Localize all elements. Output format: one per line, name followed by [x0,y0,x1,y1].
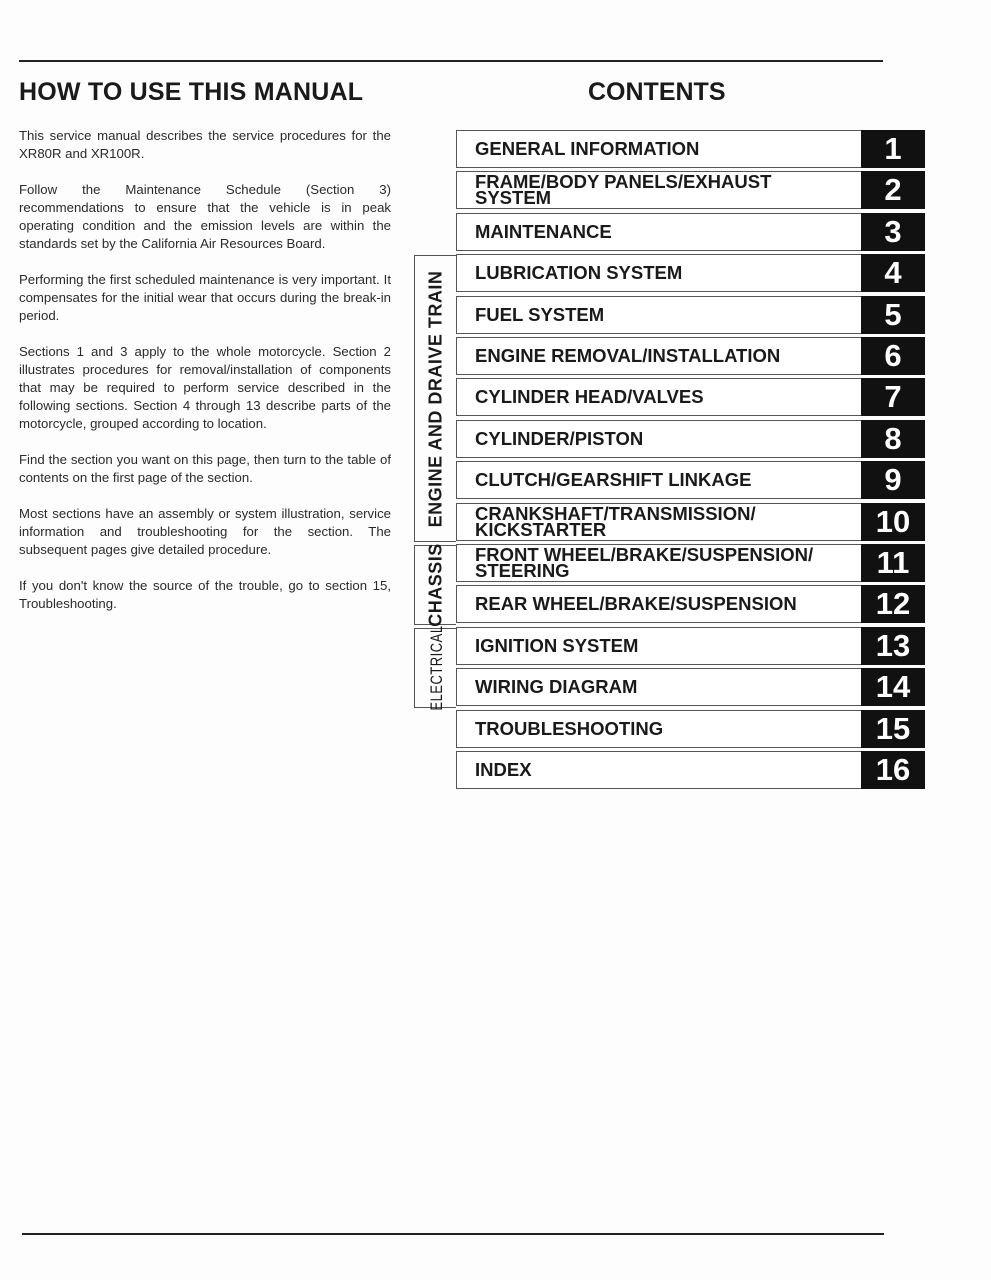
group-label: ENGINE AND DRAIVE TRAIN [425,270,445,527]
paragraph: Sections 1 and 3 apply to the whole motorcycle. Section 2 illustrates procedures for removal/installation of components that may be required to perform service described in the following sections. Section 4 through 13 describe parts of the motorcycle, grouped according to location. [19,344,391,431]
section-row-2[interactable] [456,171,926,209]
paragraph: Find the section you want on this page, then turn to the table of contents on the first page of the section. [19,452,391,485]
section-number-tab: 6 [861,337,925,375]
section-label: IGNITION SYSTEM [475,634,639,656]
section-number-tab: 15 [861,710,925,748]
group-label: CHASSIS [425,543,445,627]
section-number-tab: 14 [861,668,925,706]
section-row-11[interactable] [456,544,926,582]
section-label: LUBRICATION SYSTEM [475,262,683,284]
how-to-use-heading: HOW TO USE THIS MANUAL [19,78,364,106]
section-row-7[interactable] [456,378,926,416]
bottom-rule [22,1233,884,1235]
section-row-1[interactable] [456,130,926,168]
section-number-tab: 7 [861,378,925,416]
section-number-tab: 4 [861,254,925,292]
section-number-tab: 9 [861,461,925,499]
section-row-8[interactable] [456,420,926,458]
section-label: FUEL SYSTEM [475,303,605,325]
section-row-6[interactable] [456,337,926,375]
section-number-tab: 2 [861,171,925,209]
section-number-tab: 8 [861,420,925,458]
group-electrical [414,625,456,711]
section-row-4[interactable] [456,254,926,292]
section-label: ENGINE REMOVAL/INSTALLATION [475,345,781,366]
top-rule [19,60,883,62]
section-number-tab: 13 [861,627,925,665]
section-row-14[interactable] [456,668,926,706]
section-label: FRAME/BODY PANELS/EXHAUST SYSTEM [475,171,772,209]
section-label: INDEX [475,759,532,780]
section-number-tab: 3 [861,213,925,251]
section-label: CRANKSHAFT/TRANSMISSION/ KICKSTARTER [475,502,756,540]
section-row-16[interactable] [456,751,926,789]
section-label: GENERAL INFORMATION [475,138,700,159]
section-number-tab: 10 [861,503,925,541]
section-number-tab: 16 [861,751,925,789]
section-row-13[interactable] [456,627,926,665]
paragraph: Most sections have an assembly or system illustration, service information and troubleshooting for the section. The subsequent pages give detailed procedure. [19,506,391,557]
group-label: ELECTRICAL [425,625,446,711]
section-number-tab: 11 [861,544,925,582]
intro-text [19,127,391,631]
section-label: TROUBLESHOOTING [475,717,664,739]
section-label: CLUTCH/GEARSHIFT LINKAGE [475,469,752,491]
group-engine-drive-train [414,255,456,542]
section-row-12[interactable] [456,585,926,623]
section-row-3[interactable] [456,213,926,251]
paragraph: Follow the Maintenance Schedule (Section 3) recommendations to ensure that the vehicle is in peak operating condition and the emission levels are within the standards set by the California Air Resources Board. [19,182,391,251]
section-row-10[interactable] [456,503,926,541]
section-label: CYLINDER/PISTON [475,427,644,449]
section-label: REAR WHEEL/BRAKE/SUSPENSION [475,593,797,615]
section-row-15[interactable] [456,710,926,748]
contents-heading: CONTENTS [588,78,726,106]
group-chassis [414,545,456,625]
section-number-tab: 12 [861,585,925,623]
section-label: CYLINDER HEAD/VALVES [475,386,704,408]
section-row-9[interactable] [456,461,926,499]
paragraph: This service manual describes the service procedures for the XR80R and XR100R. [19,128,391,161]
paragraph: If you don't know the source of the trouble, go to section 15, Troubleshooting. [19,578,391,611]
paragraph: Performing the first scheduled maintenance is very important. It compensates for the initial wear that occurs during the break-in period. [19,272,391,323]
section-number-tab: 1 [861,130,925,168]
section-label: WIRING DIAGRAM [475,676,638,698]
section-number-tab: 5 [861,296,925,334]
section-row-5[interactable] [456,296,926,334]
section-label: FRONT WHEEL/BRAKE/SUSPENSION/ STEERING [475,544,814,581]
section-label: MAINTENANCE [475,220,612,242]
